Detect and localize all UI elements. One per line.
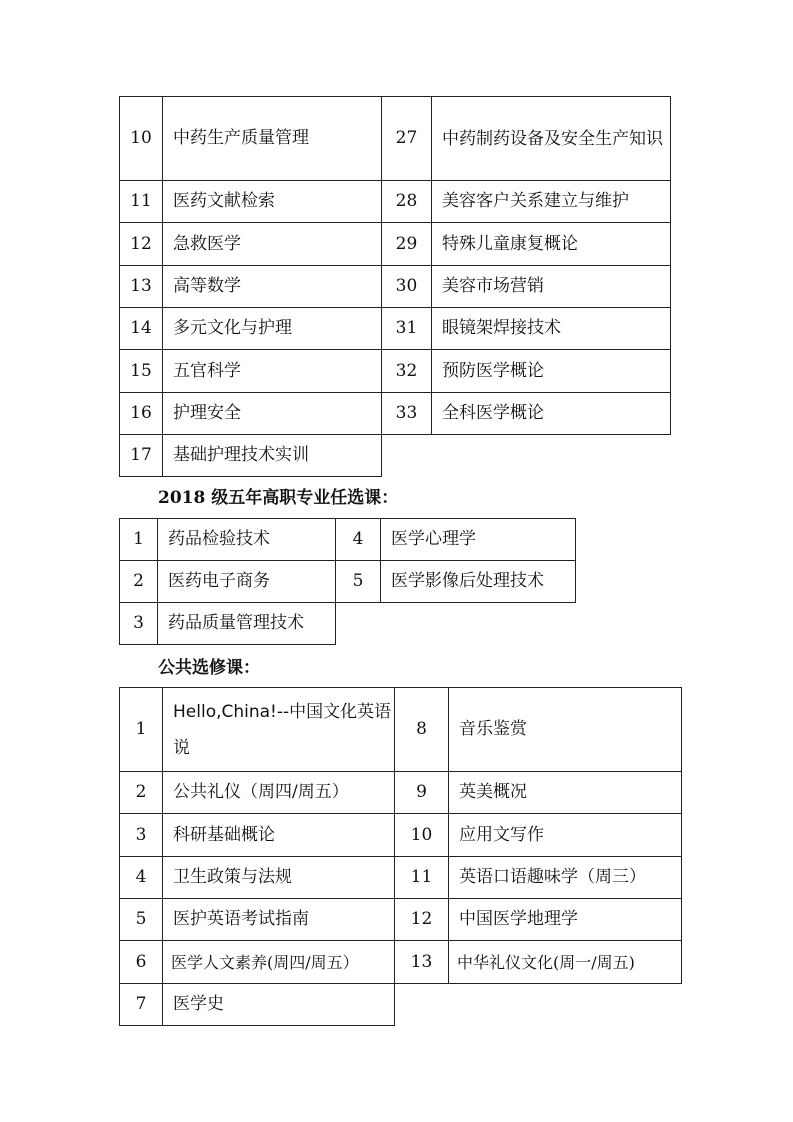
course-name: 医药文献检索 (163, 181, 382, 223)
course-name: 科研基础概论 (163, 814, 395, 857)
course-number: 1 (120, 519, 158, 561)
course-number: 10 (120, 97, 163, 181)
course-name: 急救医学 (163, 223, 382, 266)
course-name: 医药电子商务 (158, 561, 336, 603)
table-row (120, 435, 671, 477)
course-number: 8 (395, 688, 449, 772)
course-name: 预防医学概论 (432, 350, 671, 393)
course-name: 中华礼仪文化(周一/周五) (449, 941, 682, 984)
table-row (120, 772, 682, 814)
table-row (120, 97, 671, 181)
course-number: 17 (120, 435, 163, 477)
course-number: 12 (120, 223, 163, 266)
course-number: 13 (395, 941, 449, 984)
course-number: 4 (336, 519, 381, 561)
table-row (120, 899, 682, 941)
course-name: 公共礼仪（周四/周五） (163, 772, 395, 814)
course-number: 16 (120, 393, 163, 435)
course-number: 3 (120, 603, 158, 645)
course-number: 1 (120, 688, 163, 772)
course-name: 中国医学地理学 (449, 899, 682, 941)
table-row (120, 266, 671, 308)
course-name: 音乐鉴赏 (449, 688, 682, 772)
course-number: 15 (120, 350, 163, 393)
course-name: 眼镜架焊接技术 (432, 308, 671, 350)
table-row (120, 603, 576, 645)
course-number: 2 (120, 772, 163, 814)
course-number: 4 (120, 857, 163, 899)
course-name: 多元文化与护理 (163, 308, 382, 350)
course-number: 30 (382, 266, 432, 308)
course-name: 五官科学 (163, 350, 382, 393)
course-number: 5 (336, 561, 381, 603)
course-number: 27 (382, 97, 432, 181)
course-number: 28 (382, 181, 432, 223)
course-name: 医学影像后处理技术 (381, 561, 576, 603)
course-number: 33 (382, 393, 432, 435)
elective-table-2 (119, 518, 576, 645)
table-row (120, 984, 682, 1026)
table-row (120, 857, 682, 899)
course-name: 医学心理学 (381, 519, 576, 561)
course-number: 6 (120, 941, 163, 984)
course-name: 药品质量管理技术 (158, 603, 336, 645)
course-name: 基础护理技术实训 (163, 435, 382, 477)
course-name: 药品检验技术 (158, 519, 336, 561)
course-number: 3 (120, 814, 163, 857)
course-number: 7 (120, 984, 163, 1026)
course-number: 29 (382, 223, 432, 266)
course-number: 31 (382, 308, 432, 350)
course-name: 美容市场营销 (432, 266, 671, 308)
course-name: Hello,China!--中国文化英语说 (163, 688, 395, 772)
course-number: 11 (395, 857, 449, 899)
course-name: 高等数学 (163, 266, 382, 308)
course-name: 美容客户关系建立与维护 (432, 181, 671, 223)
course-name: 护理安全 (163, 393, 382, 435)
course-number: 9 (395, 772, 449, 814)
course-name: 英语口语趣味学（周三） (449, 857, 682, 899)
course-name: 卫生政策与法规 (163, 857, 395, 899)
elective-table-3 (119, 687, 682, 1026)
elective-table-1 (119, 96, 671, 477)
course-name: 中药制药设备及安全生产知识 (432, 97, 671, 181)
table-row (120, 941, 682, 984)
course-number: 2 (120, 561, 158, 603)
course-number: 13 (120, 266, 163, 308)
course-number: 32 (382, 350, 432, 393)
table-row (120, 561, 576, 603)
course-name: 医学人文素养(周四/周五） (163, 941, 395, 984)
course-number: 12 (395, 899, 449, 941)
table-row (120, 223, 671, 266)
course-name: 应用文写作 (449, 814, 682, 857)
course-number: 5 (120, 899, 163, 941)
course-name: 特殊儿童康复概论 (432, 223, 671, 266)
table-row (120, 181, 671, 223)
course-number: 11 (120, 181, 163, 223)
course-name: 英美概况 (449, 772, 682, 814)
course-name: 中药生产质量管理 (163, 97, 382, 181)
course-name: 全科医学概论 (432, 393, 671, 435)
course-number: 10 (395, 814, 449, 857)
section-heading-vocational-electives: 2018 级五年高职专业任选课： (158, 488, 399, 508)
course-number: 14 (120, 308, 163, 350)
table-row (120, 308, 671, 350)
table-row (120, 350, 671, 393)
course-name: 医护英语考试指南 (163, 899, 395, 941)
table-row (120, 688, 682, 772)
table-row (120, 393, 671, 435)
table-row (120, 814, 682, 857)
table-row (120, 519, 576, 561)
section-heading-public-electives: 公共选修课： (158, 658, 260, 678)
course-name: 医学史 (163, 984, 395, 1026)
